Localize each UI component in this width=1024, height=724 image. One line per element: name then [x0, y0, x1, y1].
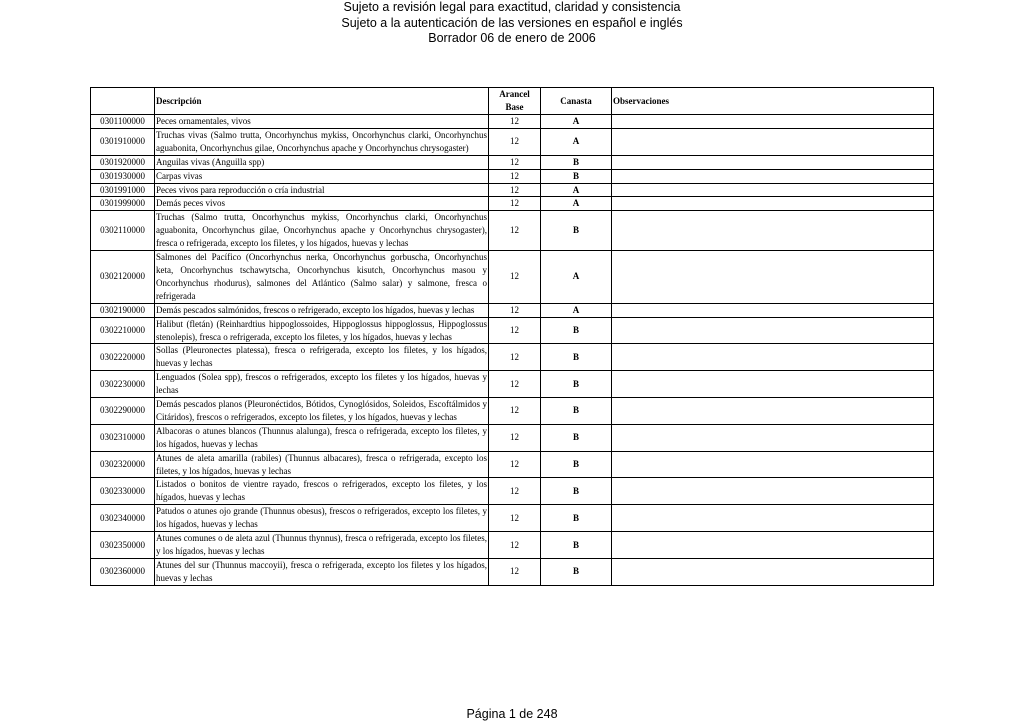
- cell-descripcion: Anguilas vivas (Anguilla spp): [155, 155, 489, 169]
- cell-canasta: B: [541, 558, 612, 585]
- cell-observaciones: [612, 211, 934, 251]
- cell-canasta: A: [541, 197, 612, 211]
- cell-canasta: B: [541, 317, 612, 344]
- cell-code: 0302360000: [91, 558, 155, 585]
- cell-arancel: 12: [489, 398, 541, 425]
- cell-arancel: 12: [489, 371, 541, 398]
- tariff-table: [90, 87, 934, 586]
- cell-descripcion: Atunes comunes o de aleta azul (Thunnus thynnus), fresca o refrigerada, excepto los filetes, y los hígados, huevas y lechas: [155, 532, 489, 559]
- cell-descripcion: Peces vivos para reproducción o cría industrial: [155, 183, 489, 197]
- cell-descripcion: Carpas vivas: [155, 169, 489, 183]
- cell-observaciones: [612, 398, 934, 425]
- cell-descripcion: Patudos o atunes ojo grande (Thunnus obesus), frescos o refrigerados, excepto los filetes, y los hígados, huevas y lechas: [155, 505, 489, 532]
- table-row-0302310000: [91, 424, 934, 451]
- table-row-0301999000: [91, 197, 934, 211]
- cell-canasta: B: [541, 451, 612, 478]
- cell-descripcion: Listados o bonitos de vientre rayado, frescos o refrigerados, excepto los filetes, y los hígados, huevas y lechas: [155, 478, 489, 505]
- cell-arancel: 12: [489, 251, 541, 304]
- cell-observaciones: [612, 451, 934, 478]
- cell-code: 0302320000: [91, 451, 155, 478]
- cell-arancel: 12: [489, 505, 541, 532]
- cell-observaciones: [612, 197, 934, 211]
- cell-descripcion: Peces ornamentales, vivos: [155, 115, 489, 129]
- cell-observaciones: [612, 128, 934, 155]
- table-row-0302330000: [91, 478, 934, 505]
- cell-arancel: 12: [489, 183, 541, 197]
- cell-observaciones: [612, 251, 934, 304]
- cell-descripcion: Truchas (Salmo trutta, Oncorhynchus mykiss, Oncorhynchus clarki, Oncorhynchus aguabonita, Oncorhynchus gilae, Oncorhynchus apache y Oncorhynchus chrysogaster), fresca o refrigerada, excepto los filetes, y los hígados, huevas y lechas: [155, 211, 489, 251]
- cell-canasta: A: [541, 183, 612, 197]
- table-row-0302110000: [91, 211, 934, 251]
- cell-canasta: B: [541, 344, 612, 371]
- cell-arancel: 12: [489, 128, 541, 155]
- cell-arancel: 12: [489, 115, 541, 129]
- cell-code: 0301930000: [91, 169, 155, 183]
- cell-observaciones: [612, 478, 934, 505]
- table-row-0302120000: [91, 251, 934, 304]
- cell-code: 0302120000: [91, 251, 155, 304]
- table-row-0302230000: [91, 371, 934, 398]
- cell-code: 0302210000: [91, 317, 155, 344]
- header-line-draft-date: Borrador 06 de enero de 2006: [428, 31, 596, 45]
- cell-arancel: 12: [489, 169, 541, 183]
- cell-code: 0302290000: [91, 398, 155, 425]
- cell-canasta: B: [541, 505, 612, 532]
- cell-descripcion: Truchas vivas (Salmo trutta, Oncorhynchus mykiss, Oncorhynchus clarki, Oncorhynchus aguabonita, Oncorhynchus gilae, Oncorhynchus apache y Oncorhynchus chrysogaster): [155, 128, 489, 155]
- cell-descripcion: Lenguados (Solea spp), frescos o refrigerados, excepto los filetes y los hígados, huevas y lechas: [155, 371, 489, 398]
- cell-observaciones: [612, 155, 934, 169]
- cell-canasta: B: [541, 371, 612, 398]
- cell-arancel: 12: [489, 155, 541, 169]
- cell-descripcion: Demás peces vivos: [155, 197, 489, 211]
- cell-arancel: 12: [489, 424, 541, 451]
- cell-code: 0302310000: [91, 424, 155, 451]
- table-row-0302360000: [91, 558, 934, 585]
- cell-descripcion: Halibut (fletán) (Reinhardtius hippoglossoides, Hippoglossus hippoglossus, Hippoglossus stenolepis), fresca o refrigerada, excepto los filetes, y los hígados, huevas y lechas: [155, 317, 489, 344]
- header-code: [91, 88, 155, 115]
- cell-descripcion: Albacoras o atunes blancos (Thunnus alalunga), fresca o refrigerada, excepto los filetes, y los hígados, huevas y lechas: [155, 424, 489, 451]
- cell-descripcion: Sollas (Pleuronectes platessa), fresca o refrigerada, excepto los filetes, y los hígados, huevas y lechas: [155, 344, 489, 371]
- cell-descripcion: Atunes de aleta amarilla (rabiles) (Thunnus albacares), fresca o refrigerada, excepto los filetes, y los hígados, huevas y lechas: [155, 451, 489, 478]
- cell-canasta: B: [541, 169, 612, 183]
- cell-observaciones: [612, 317, 934, 344]
- cell-code: 0302340000: [91, 505, 155, 532]
- table-row-0302340000: [91, 505, 934, 532]
- cell-canasta: B: [541, 211, 612, 251]
- cell-code: 0301991000: [91, 183, 155, 197]
- header-descripcion: Descripción: [155, 88, 489, 115]
- cell-observaciones: [612, 303, 934, 317]
- cell-arancel: 12: [489, 532, 541, 559]
- cell-observaciones: [612, 371, 934, 398]
- cell-canasta: B: [541, 424, 612, 451]
- cell-descripcion: Demás pescados salmónidos, frescos o refrigerado, excepto los hígados, huevas y lechas: [155, 303, 489, 317]
- table-row-0301930000: [91, 169, 934, 183]
- table-row-0302190000: [91, 303, 934, 317]
- header-arancel-base: Arancel Base: [489, 88, 541, 115]
- cell-canasta: A: [541, 115, 612, 129]
- table-row-0301100000: [91, 115, 934, 129]
- header-observaciones: Observaciones: [612, 88, 934, 115]
- cell-code: 0301999000: [91, 197, 155, 211]
- cell-code: 0302190000: [91, 303, 155, 317]
- table-row-0302220000: [91, 344, 934, 371]
- cell-canasta: B: [541, 478, 612, 505]
- cell-arancel: 12: [489, 344, 541, 371]
- page-header: [0, 0, 1024, 47]
- cell-observaciones: [612, 532, 934, 559]
- cell-canasta: B: [541, 155, 612, 169]
- cell-canasta: A: [541, 303, 612, 317]
- table-row-0301920000: [91, 155, 934, 169]
- header-line-authentication: Sujeto a la autenticación de las versiones en español e inglés: [341, 15, 683, 30]
- cell-arancel: 12: [489, 303, 541, 317]
- cell-observaciones: [612, 169, 934, 183]
- cell-observaciones: [612, 505, 934, 532]
- table-row-0301991000: [91, 183, 934, 197]
- cell-code: 0302220000: [91, 344, 155, 371]
- cell-observaciones: [612, 344, 934, 371]
- cell-observaciones: [612, 558, 934, 585]
- cell-descripcion: Atunes del sur (Thunnus maccoyii), fresca o refrigerada, excepto los filetes y los hígados, huevas y lechas: [155, 558, 489, 585]
- cell-canasta: A: [541, 128, 612, 155]
- table-row-0302350000: [91, 532, 934, 559]
- cell-arancel: 12: [489, 197, 541, 211]
- cell-code: 0301910000: [91, 128, 155, 155]
- cell-arancel: 12: [489, 558, 541, 585]
- cell-observaciones: [612, 115, 934, 129]
- table-header-row: [91, 88, 934, 115]
- table-row-0302210000: [91, 317, 934, 344]
- table-row-0302290000: [91, 398, 934, 425]
- cell-code: 0302330000: [91, 478, 155, 505]
- page-number: Página 1 de 248: [466, 707, 558, 721]
- cell-descripcion: Salmones del Pacífico (Oncorhynchus nerka, Oncorhynchus gorbuscha, Oncorhynchus keta, Oncorhynchus tschawytscha, Oncorhynchus kisutch, Oncorhynchus masou y Oncorhynchus rhodurus), salmones del Atlántico (Salmo salar) y salmone, fresca o refrigerada: [155, 251, 489, 304]
- cell-observaciones: [612, 424, 934, 451]
- table-row-0302320000: [91, 451, 934, 478]
- header-canasta: Canasta: [541, 88, 612, 115]
- cell-code: 0302350000: [91, 532, 155, 559]
- cell-code: 0301920000: [91, 155, 155, 169]
- table-row-0301910000: [91, 128, 934, 155]
- cell-arancel: 12: [489, 317, 541, 344]
- cell-code: 0302110000: [91, 211, 155, 251]
- cell-canasta: B: [541, 398, 612, 425]
- cell-code: 0301100000: [91, 115, 155, 129]
- cell-observaciones: [612, 183, 934, 197]
- cell-arancel: 12: [489, 451, 541, 478]
- cell-code: 0302230000: [91, 371, 155, 398]
- cell-canasta: A: [541, 251, 612, 304]
- header-line-legal-review: Sujeto a revisión legal para exactitud, claridad y consistencia: [343, 0, 681, 14]
- cell-arancel: 12: [489, 478, 541, 505]
- cell-canasta: B: [541, 532, 612, 559]
- cell-arancel: 12: [489, 211, 541, 251]
- cell-descripcion: Demás pescados planos (Pleuronéctidos, Bótidos, Cynoglósidos, Soleidos, Escoftálmidos y Citáridos), frescos o refrigerados, excepto los filetes, y los hígados, huevas y lechas: [155, 398, 489, 425]
